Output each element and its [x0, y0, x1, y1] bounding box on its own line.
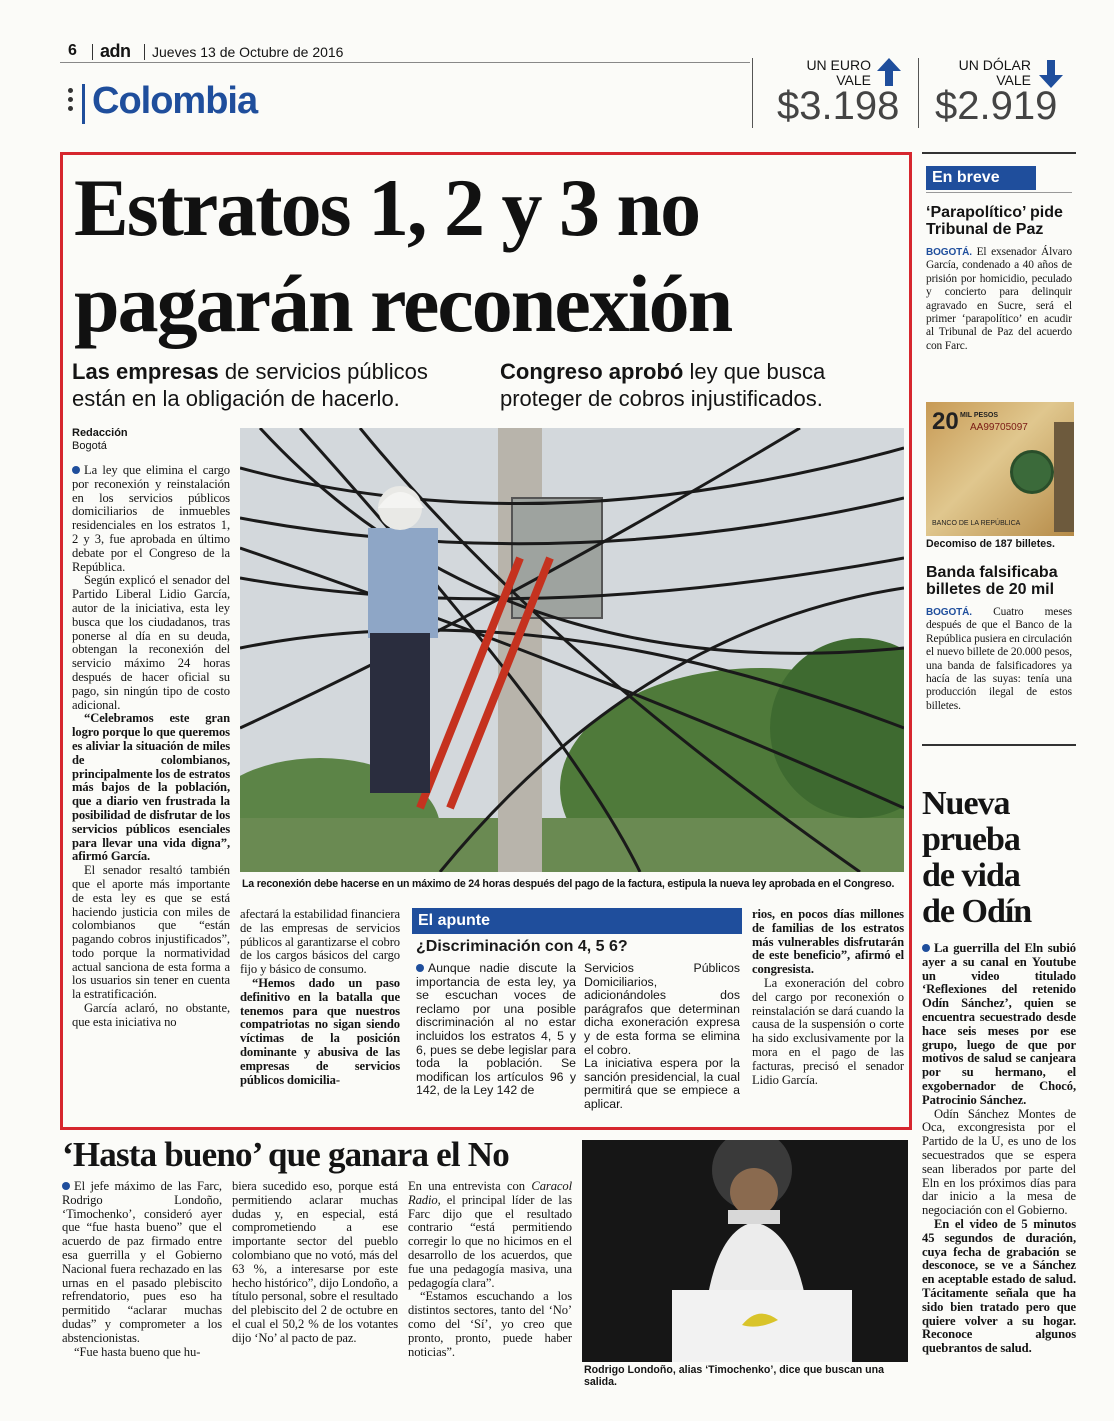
hasta-bueno-col-2 — [232, 1180, 398, 1346]
timochenko-photo-caption: Rodrigo Londoño, alias ‘Timochenko’, dice que buscan una salida. — [584, 1364, 884, 1388]
byline-dateline: Bogotá — [72, 440, 107, 452]
hasta-bueno-col-3 — [408, 1180, 572, 1359]
dollar-box — [918, 58, 1070, 128]
banknote-image — [926, 402, 1074, 536]
dateline: BOGOTÁ. — [926, 607, 972, 618]
paragraph: Servicios Públicos Domiciliarios, adicionándoles dos parágrafos que determinan dicha exoneración expresa y de esta forma se elimina el cobro. — [584, 961, 740, 1057]
dollar-value: $2.919 — [935, 84, 1058, 128]
section-title: Colombia — [92, 80, 258, 122]
odin-headline-line: de vida — [922, 857, 1020, 894]
odin-article-body — [922, 942, 1076, 1356]
paragraph: Odín Sánchez Montes de Oca, excongresista por el Partido de la U, es uno de los secuestrados que se espera sean liberados por parte del Eln en los próximos días para dar inicio a la mesa de negociación con el Gobierno. — [922, 1106, 1076, 1218]
paragraph: biera sucedido eso, porque está permitiendo aclarar muchas dudas y, en especial, está comprometiendo a ese importante sector del pueblo colombiano que no votó, más del 63 %, a interesarse por este hecho histórico”, dijo Londoño, a título personal, sobre el resultado del plebiscito del 2 de octubre en el cual el 50,2 % de los votantes dijo ‘No’ al pacto de paz. — [232, 1179, 398, 1345]
lineman-photo-caption: La reconexión debe hacerse en un máximo de 24 horas después del pago de la factura, estipula la nueva ley aprobada en el Congreso. — [242, 878, 895, 890]
el-apunte-box — [412, 908, 742, 1124]
paragraph: García aclaró, no obstante, que esta iniciativa no — [72, 1001, 230, 1029]
hasta-bueno-headline: ‘Hasta bueno’ que ganara el No — [62, 1135, 509, 1174]
banknote-denomination: 20 — [932, 408, 959, 435]
paragraph: afectará la estabilidad financiera de las empresas de servicios públicos al garantizarse el cobro de los cargos básicos del cargo fijo y básico de consumo. — [240, 907, 400, 977]
header-divider — [92, 44, 93, 60]
deck-right-text: ley que busca proteger de cobros injustificados. — [500, 359, 826, 411]
deck-right — [500, 358, 900, 412]
odin-headline-line: de Odín — [922, 893, 1032, 930]
bullet-icon — [922, 944, 930, 952]
bullet-icon — [62, 1182, 70, 1190]
en-breve-sidebar — [922, 152, 1076, 746]
page-header — [60, 40, 1070, 140]
dollar-label: UN DÓLAR VALE — [958, 57, 1031, 88]
banknote-portrait — [1054, 422, 1074, 532]
deck-left-text: de servicios públicos están en la obligación de hacerlo. — [72, 359, 428, 411]
banknote-caption: Decomiso de 187 billetes. — [926, 538, 1055, 550]
arrow-up-icon — [877, 58, 901, 86]
section-bar — [82, 84, 85, 124]
header-divider-2 — [144, 44, 145, 60]
photo-illustration — [240, 428, 904, 872]
byline — [72, 427, 128, 453]
header-rule — [60, 62, 750, 63]
paragraph: La exoneración del cobro del cargo por reconexión o reinstalación se dará cuando la causa de la suspensión o corte ha sido exclusivamente por la mora en el pago de las facturas, precisó el senador Lidio García. — [752, 975, 904, 1087]
paragraph: La guerrilla del Eln subió ayer a su canal en Youtube un video titulado ‘Reflexiones del retenido Odín Sánchez’, quien se encuentra secuestrado desde hace seis meses por ese grupo, luego de que por motivos de salud se canjeara por su hermano, el exgobernador de Chocó, Patrocinio Sánchez. — [922, 941, 1076, 1107]
main-headline — [74, 160, 904, 352]
el-apunte-col-b — [584, 962, 740, 1112]
en-breve-item-1-text: BOGOTÁ. El exsenador Álvaro García, condenado a 40 años de prisión por homicidio, peculado y concierto para delinquir agravado en Sucre, será el primer ‘parapolítico’ en acudir al Tribunal de Paz del acuerdo con Farc. — [926, 246, 1072, 352]
euro-value: $3.198 — [777, 84, 900, 128]
lineman-photo — [240, 428, 904, 872]
paragraph: Según explicó el senador del Partido Liberal Lidio García, autor de la iniciativa, esta ley busca que los ciudadanos, tras ponerse al día en su deuda, obtengan la reconexión del servicio máximo 24 horas después de hacer oficial su pago, sin ningún tipo de costo adicional. — [72, 573, 230, 712]
page-number: 6 — [68, 42, 77, 59]
bullet-icon — [72, 466, 80, 474]
paragraph: La ley que elimina el cargo por reconexión y reinstalación en los servicios públicos domiciliarios de inmuebles residenciales en los estratos 1, 2 y 3, fue aprobada en último debate por el Congreso de la República. — [72, 463, 230, 574]
banknote-bank: BANCO DE LA REPÚBLICA — [932, 520, 1021, 527]
paragraph: “Celebramos este gran logro porque lo que queremos es aliviar la situación de miles de colombianos, principalmente los de estratos más bajos de la población, que a diario ven frustrada la posibilidad de disfrutar de los servicios públicos esenciales para llevar una vida digna”, afirmó García. — [72, 711, 230, 864]
el-apunte-tag: El apunte — [412, 908, 742, 934]
odin-headline-line: prueba — [922, 821, 1020, 858]
main-headline-line-1: Estratos 1, 2 y 3 no — [74, 162, 700, 253]
odin-headline-line: Nueva — [922, 785, 1010, 822]
deck-left-bold: Las empresas — [72, 359, 219, 384]
byline-author: Redacción — [72, 427, 128, 439]
main-article-col-5 — [752, 908, 904, 1087]
banknote-seal — [1010, 450, 1054, 494]
en-breve-item-2-title: Banda falsificaba billetes de 20 mil — [926, 564, 1058, 598]
banknote-mil: MIL PESOS — [960, 412, 998, 419]
paragraph: El senador resaltó también que el aporte más importante de esta ley es que se está haciendo justicia con miles de colombianos que “están pagando cobros injustificados”, todo porque la normatividad actual sanciona de esta forma a los usuarios sin tener en cuenta la estratificación. — [72, 863, 230, 1002]
euro-label: UN EURO VALE — [806, 57, 871, 88]
paragraph: “Hemos dado un paso definitivo en la batalla que tenemos para que nuestros compatriotas no sigan siendo víctimas de la posición dominante y abusiva de las empresas de servicios públicos domicilia- — [240, 975, 400, 1087]
euro-box — [752, 58, 912, 128]
en-breve-item-2-text: BOGOTÁ. Cuatro meses después de que el Banco de la República pusiera en circulación el nuevo billete de 20.000 pesos, una banda de falsificadores ya hacía de las suyas: tenía una producción ilegal de estos billetes. — [926, 606, 1072, 712]
brand-logo: adn — [100, 41, 131, 61]
main-article-col-2 — [240, 908, 400, 1087]
issue-date: Jueves 13 de Octubre de 2016 — [152, 44, 344, 60]
deck-left — [72, 358, 482, 412]
paragraph: La iniciativa espera por la sanción presidencial, la cual permitirá que se empiece a aplicar. — [584, 1056, 740, 1111]
el-apunte-title: ¿Discriminación con 4, 5 6? — [416, 938, 628, 955]
photo-illustration — [582, 1140, 908, 1362]
timochenko-photo — [582, 1140, 908, 1362]
deck-right-bold: Congreso aprobó — [500, 359, 684, 384]
main-headline-line-2: pagarán reconexión — [74, 258, 732, 349]
paragraph: “Estamos escuchando a los distintos sectores, tanto del ‘No’ como del ‘Sí’, yo creo que pronto, pronto, puede haber noticias”. — [408, 1289, 572, 1359]
bullet-icon — [416, 964, 424, 972]
el-apunte-col-a: Aunque nadie discute la importancia de esta ley, ya se escuchan voces de reclamo por una posible discriminación al no estar incluidos los estratos 4, 5 y 6, pues se debe legislar para toda la población. Se modifican los artículos 96 y 142, de la Ley 142 de — [416, 961, 576, 1098]
paragraph: En una entrevista con Caracol Radio, el principal líder de las Farc dijo que el resultado contrario “está permitiendo corregir lo que no hicimos en el desarrollo de los acuerdos, que fue una pedagogía masiva, una pedagogía clara”. — [408, 1179, 572, 1290]
paragraph: El jefe máximo de las Farc, Rodrigo Londoño, ‘Timochenko’, consideró ayer que “fue hasta bueno” que el acuerdo de paz firmado entre esa guerrilla y el Gobierno Nacional fuera rechazado en las urnas en el pasado plebiscito refrendatorio, pues eso ha permitido “aclarar muchas dudas” y comprometer a los abstencionistas. — [62, 1179, 222, 1345]
section-dots-icon — [68, 88, 74, 118]
hasta-bueno-col-1 — [62, 1180, 222, 1359]
dateline: BOGOTÁ. — [926, 247, 972, 258]
odin-headline — [922, 786, 1076, 930]
banknote-serial: AA99705097 — [970, 422, 1028, 433]
paragraph: En el video de 5 minutos 45 segundos de duración, cuya fecha de grabación se desconoce, se ve a Sánchez en aceptable estado de salud. Tácitamente señala que ha sido bien tratado pero que quiere volver a su hogar. Reconoce algunos quebrantos de salud. — [922, 1216, 1076, 1356]
paragraph: rios, en pocos días millones de familias de los estratos más vulnerables disfrutarán de este beneficio”, afirmó el congresista. — [752, 907, 904, 977]
en-breve-rule — [926, 192, 1072, 193]
paragraph: “Fue hasta bueno que hu- — [74, 1344, 201, 1359]
main-article-col-1 — [72, 464, 230, 1030]
en-breve-tag: En breve — [926, 166, 1036, 190]
en-breve-item-1-title: ‘Parapolítico’ pide Tribunal de Paz — [926, 204, 1063, 238]
